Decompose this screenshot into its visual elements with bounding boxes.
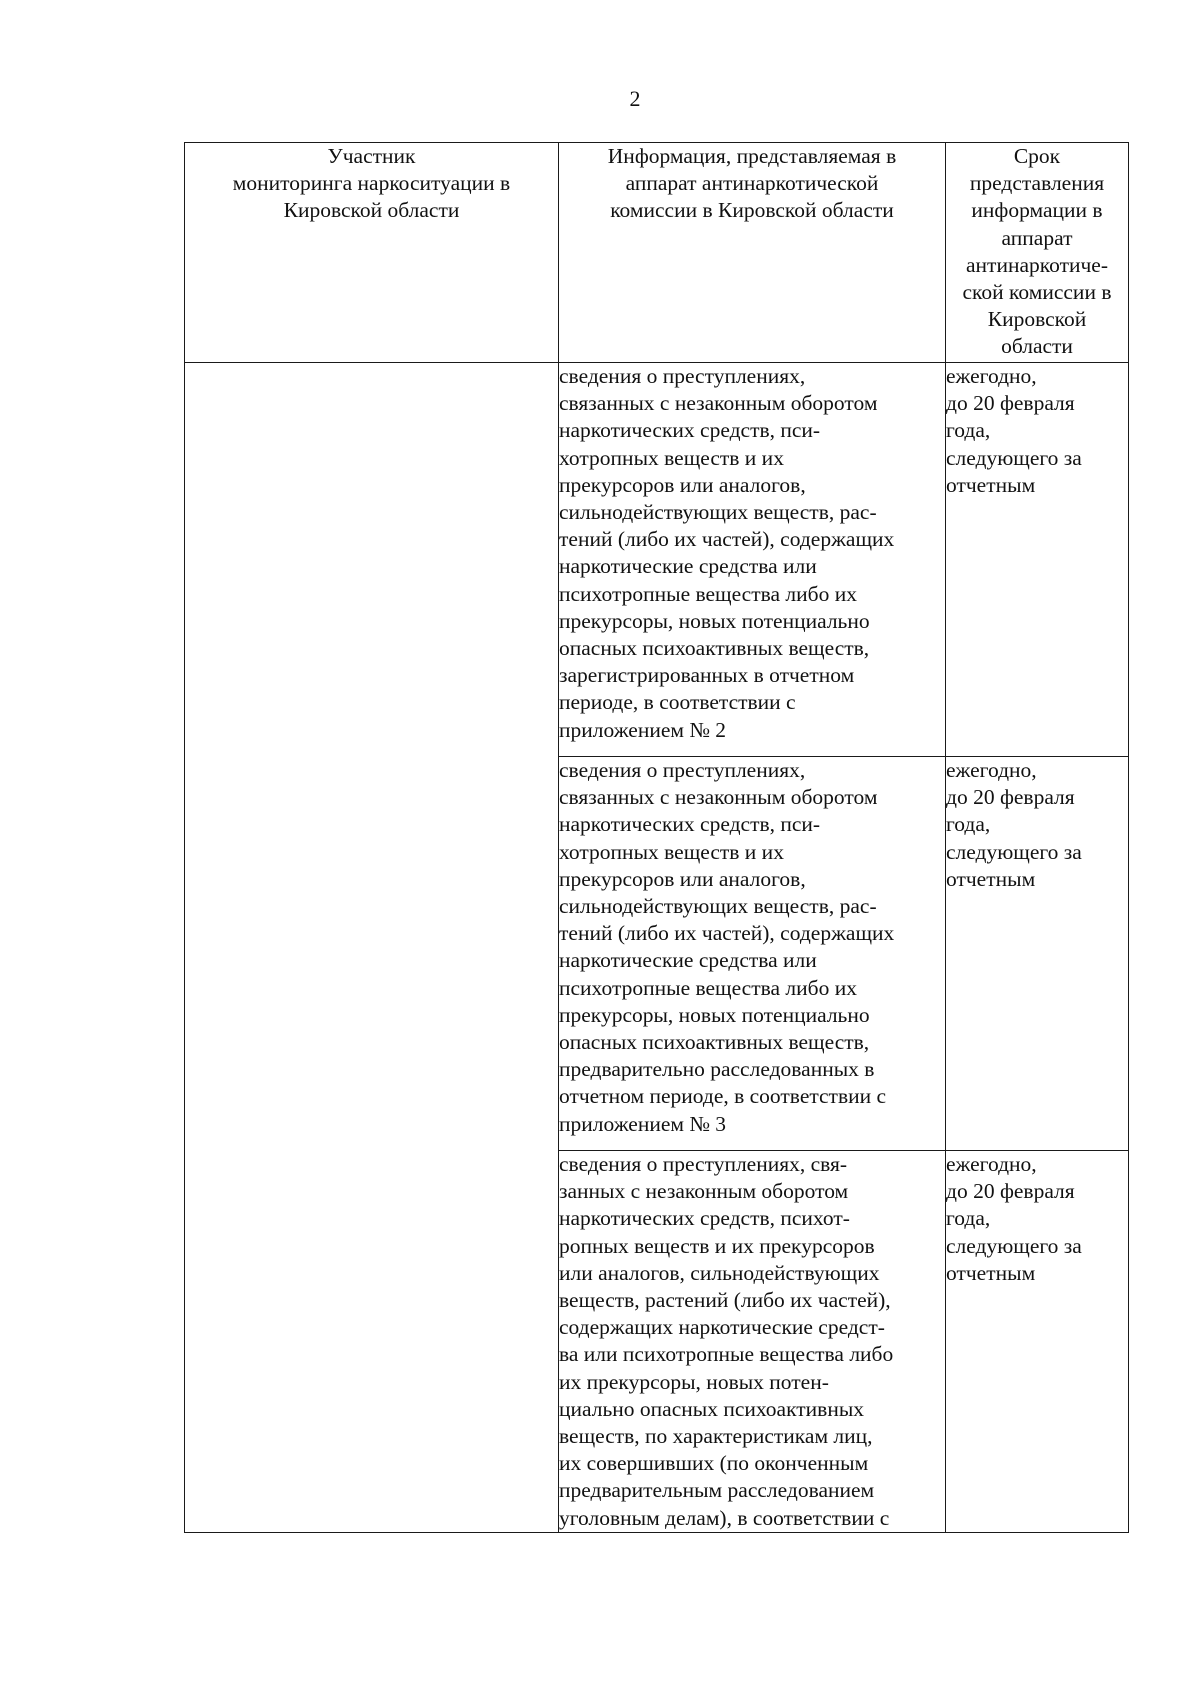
text-line: сведения о преступлениях,: [559, 364, 806, 388]
monitoring-table: [184, 142, 1129, 1533]
deadline-line: отчетным: [946, 1260, 1036, 1285]
deadline-line: до 20 февраля: [946, 1179, 1075, 1204]
information-cell: [559, 757, 946, 1151]
text-line: опасных психоактивных веществ,: [559, 636, 870, 661]
text-line: зарегистрированных в отчетном: [559, 663, 855, 688]
text-line: прекурсоры, новых потенциально: [559, 1002, 870, 1027]
participant-cell: [185, 363, 559, 1533]
text-line: хотропных веществ и их: [559, 445, 784, 470]
header-information: [559, 143, 946, 363]
text-line: наркотические средства или: [559, 554, 817, 579]
table-header-row: [185, 143, 1129, 363]
text-line: наркотические средства или: [559, 948, 817, 973]
header-deadline: [946, 143, 1129, 363]
deadline-cell: [946, 1151, 1129, 1533]
text-line: связанных с незаконным оборотом: [559, 785, 878, 810]
text-line: занных с незаконным оборотом: [559, 1179, 849, 1204]
text-line: ва или психотропные вещества либо: [559, 1342, 894, 1367]
header-line: области: [1001, 334, 1073, 359]
text-line: отчетном периоде, в соответствии с: [559, 1084, 887, 1109]
text-line: связанных с незаконным оборотом: [559, 391, 878, 416]
deadline-line: ежегодно,: [946, 758, 1037, 782]
deadline-line: года,: [946, 418, 991, 443]
text-line: периоде, в соответствии с: [559, 690, 796, 715]
header-line: Срок: [1013, 144, 1061, 168]
text-line: сильнодействующих веществ, рас-: [559, 500, 877, 525]
header-line: аппарат: [1001, 225, 1073, 250]
information-cell: [559, 363, 946, 757]
table-row: [185, 363, 1129, 757]
page-number: 2: [629, 86, 641, 111]
text-line: веществ, по характеристикам лиц,: [559, 1424, 873, 1449]
text-line: психотропные вещества либо их: [559, 581, 857, 606]
deadline-line: ежегодно,: [946, 1152, 1037, 1176]
deadline-cell: [946, 757, 1129, 1151]
header-line: аппарат антинаркотической: [625, 171, 879, 196]
text-line: тений (либо их частей), содержащих: [559, 527, 895, 552]
header-line: антинаркотиче-: [966, 252, 1108, 277]
deadline-line: до 20 февраля: [946, 391, 1075, 416]
text-line: прекурсоры, новых потенциально: [559, 608, 870, 633]
deadline-cell: [946, 363, 1129, 757]
header-line: Участник: [327, 144, 416, 168]
deadline-line: ежегодно,: [946, 364, 1037, 388]
text-line: приложением № 2: [559, 717, 726, 742]
header-line: ской комиссии в: [962, 280, 1112, 305]
text-line: или аналогов, сильнодействующих: [559, 1260, 880, 1285]
text-line: наркотических средств, пси-: [559, 812, 821, 837]
text-line: их совершивших (по оконченным: [559, 1451, 869, 1476]
text-line: тений (либо их частей), содержащих: [559, 921, 895, 946]
header-line: Кировской: [987, 307, 1087, 332]
deadline-line: следующего за: [946, 1233, 1082, 1258]
text-line: их прекурсоры, новых потен-: [559, 1369, 829, 1394]
header-line: представления: [969, 171, 1105, 196]
text-line: сведения о преступлениях,: [559, 758, 806, 782]
deadline-line: до 20 февраля: [946, 785, 1075, 810]
text-line: веществ, растений (либо их частей),: [559, 1288, 891, 1313]
header-line: Кировской области: [283, 198, 460, 223]
text-line: приложением № 3: [559, 1111, 726, 1136]
text-line: предварительным расследованием: [559, 1478, 875, 1503]
text-line: сильнодействующих веществ, рас-: [559, 894, 877, 919]
text-line: предварительно расследованных в: [559, 1057, 875, 1082]
text-line: наркотических средств, пси-: [559, 418, 821, 443]
header-line: комиссии в Кировской области: [610, 198, 894, 223]
deadline-line: отчетным: [946, 866, 1036, 891]
text-line: сведения о преступлениях, свя-: [559, 1152, 848, 1176]
text-line: уголовным делам), в соответствии с: [559, 1505, 890, 1530]
text-line: ропных веществ и их прекурсоров: [559, 1233, 875, 1258]
text-line: опасных психоактивных веществ,: [559, 1030, 870, 1055]
header-line: информации в: [971, 198, 1103, 223]
text-line: психотропные вещества либо их: [559, 975, 857, 1000]
deadline-line: следующего за: [946, 445, 1082, 470]
text-line: прекурсоров или аналогов,: [559, 866, 806, 891]
text-line: содержащих наркотические средст-: [559, 1315, 885, 1340]
text-line: прекурсоров или аналогов,: [559, 472, 806, 497]
deadline-line: года,: [946, 812, 991, 837]
text-line: хотропных веществ и их: [559, 839, 784, 864]
header-line: Информация, представляемая в: [607, 144, 897, 168]
deadline-line: следующего за: [946, 839, 1082, 864]
text-line: наркотических средств, психот-: [559, 1206, 850, 1231]
text-line: циально опасных психоактивных: [559, 1396, 865, 1421]
information-cell: [559, 1151, 946, 1533]
header-participant: [185, 143, 559, 363]
deadline-line: отчетным: [946, 472, 1036, 497]
deadline-line: года,: [946, 1206, 991, 1231]
header-line: мониторинга наркоситуации в: [232, 171, 511, 196]
